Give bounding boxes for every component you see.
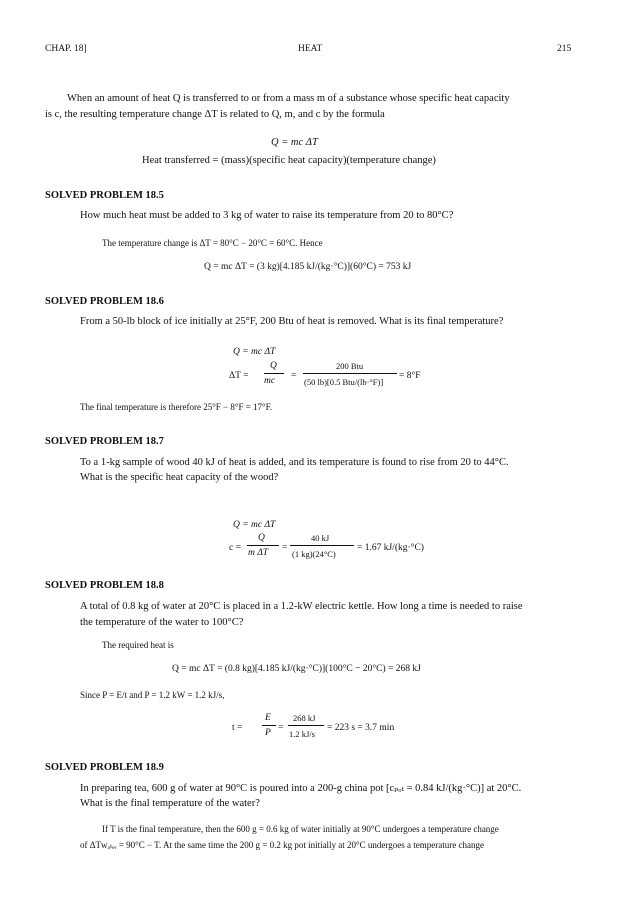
problem-18-8-eqsign: = — [278, 723, 284, 733]
problem-18-8-frac1-den: P — [265, 728, 271, 738]
problem-18-7-result: = 1.67 kJ/(kg·°C) — [357, 543, 424, 553]
problem-18-7-lhs: c = — [229, 543, 241, 553]
problem-18-7-frac2-num: 40 kJ — [311, 533, 330, 543]
problem-18-9-question-line-1: In preparing tea, 600 g of water at 90°C is poured into a 200-g china pot [cₚₒₜ = 0.84 kJ/(kg·°C)] at 20°C. — [80, 783, 522, 794]
problem-18-9-solution-line-1: If T is the final temperature, then the 600 g = 0.6 kg of water initially at 90°C undergoes a temperature change — [102, 824, 499, 834]
problem-18-6-frac1-bar — [264, 373, 284, 374]
problem-18-5-equation: Q = mc ΔT = (3 kg)[4.185 kJ/(kg·°C)](60°C) = 753 kJ — [204, 262, 412, 272]
problem-18-7-eqsign: = — [282, 543, 288, 553]
problem-18-5-question: How much heat must be added to 3 kg of water to raise its temperature from 20 to 80°C? — [80, 210, 454, 221]
problem-18-8-question-line-1: A total of 0.8 kg of water at 20°C is placed in a 1.2-kW electric kettle. How long a time is needed to raise — [80, 601, 523, 612]
problem-18-6-heading: SOLVED PROBLEM 18.6 — [45, 296, 164, 307]
problem-18-9-solution-line-2: of ΔTᴡₐₜₑᵣ = 90°C − T. At the same time the 200 g = 0.2 kg pot initially at 20°C undergoes a temperature change — [80, 840, 484, 850]
problem-18-8-equation: Q = mc ΔT = (0.8 kg)[4.185 kJ/(kg·°C)](100°C − 20°C) = 268 kJ — [172, 664, 421, 674]
problem-18-6-question: From a 50-lb block of ice initially at 25°F, 200 Btu of heat is removed. What is its final temperature? — [80, 316, 504, 327]
problem-18-6-frac2-num: 200 Btu — [336, 361, 364, 371]
problem-18-7-eq1: Q = mc ΔT — [233, 520, 276, 530]
intro-formula-words: Heat transferred = (mass)(specific heat capacity)(temperature change) — [142, 155, 436, 166]
problem-18-6-frac2-den: (50 lb)[0.5 Btu/(lb·°F)] — [304, 377, 384, 387]
problem-18-8-solution: The required heat is — [102, 640, 174, 650]
problem-18-8-frac2-bar — [288, 725, 324, 726]
problem-18-5-solution: The temperature change is ΔT = 80°C − 20°C = 60°C. Hence — [102, 238, 323, 248]
problem-18-8-frac2-den: 1.2 kJ/s — [289, 729, 315, 739]
problem-18-7-frac2-bar — [290, 545, 354, 546]
problem-18-6-frac1-den: mc — [264, 376, 276, 386]
chapter-label: CHAP. 18] — [45, 44, 87, 54]
problem-18-8-frac1-num: E — [265, 713, 271, 723]
page-number: 215 — [557, 44, 572, 54]
intro-formula: Q = mc ΔT — [271, 137, 318, 148]
problem-18-7-question-line-1: To a 1-kg sample of wood 40 kJ of heat is added, and its temperature is found to rise from 20 to 44°C. — [80, 457, 509, 468]
problem-18-6-frac1-num: Q — [270, 361, 277, 371]
problem-18-9-question-line-2: What is the final temperature of the water? — [80, 798, 260, 809]
problem-18-6-eqsign: = — [291, 371, 297, 381]
running-title: HEAT — [298, 44, 323, 54]
intro-line-2: is c, the resulting temperature change ΔT is related to Q, m, and c by the formula — [45, 109, 385, 120]
problem-18-7-question-line-2: What is the specific heat capacity of the wood? — [80, 472, 279, 483]
problem-18-8-question-line-2: the temperature of the water to 100°C? — [80, 617, 244, 628]
problem-18-6-frac2-bar — [303, 373, 397, 374]
problem-18-6-result: = 8°F — [399, 371, 421, 381]
problem-18-8-frac1-bar — [262, 725, 276, 726]
problem-18-5-heading: SOLVED PROBLEM 18.5 — [45, 190, 164, 201]
problem-18-7-frac1-den: m ΔT — [248, 548, 269, 558]
problem-18-9-heading: SOLVED PROBLEM 18.9 — [45, 762, 164, 773]
problem-18-8-since-line: Since P = E/t and P = 1.2 kW = 1.2 kJ/s, — [80, 690, 225, 700]
intro-line-1: When an amount of heat Q is transferred to or from a mass m of a substance whose specific heat capacity — [67, 93, 510, 104]
problem-18-6-conclusion: The final temperature is therefore 25°F − 8°F = 17°F. — [80, 402, 273, 412]
problem-18-7-frac2-den: (1 kg)(24°C) — [292, 549, 336, 559]
problem-18-8-result: = 223 s = 3.7 min — [327, 723, 395, 733]
problem-18-7-frac1-bar — [247, 545, 279, 546]
problem-18-8-frac2-num: 268 kJ — [293, 713, 316, 723]
problem-18-6-eq1: Q = mc ΔT — [233, 347, 276, 357]
problem-18-8-lhs: t = — [232, 723, 243, 733]
problem-18-6-lhs: ΔT = — [229, 371, 249, 381]
problem-18-7-heading: SOLVED PROBLEM 18.7 — [45, 436, 164, 447]
problem-18-8-heading: SOLVED PROBLEM 18.8 — [45, 580, 164, 591]
problem-18-7-frac1-num: Q — [258, 533, 265, 543]
